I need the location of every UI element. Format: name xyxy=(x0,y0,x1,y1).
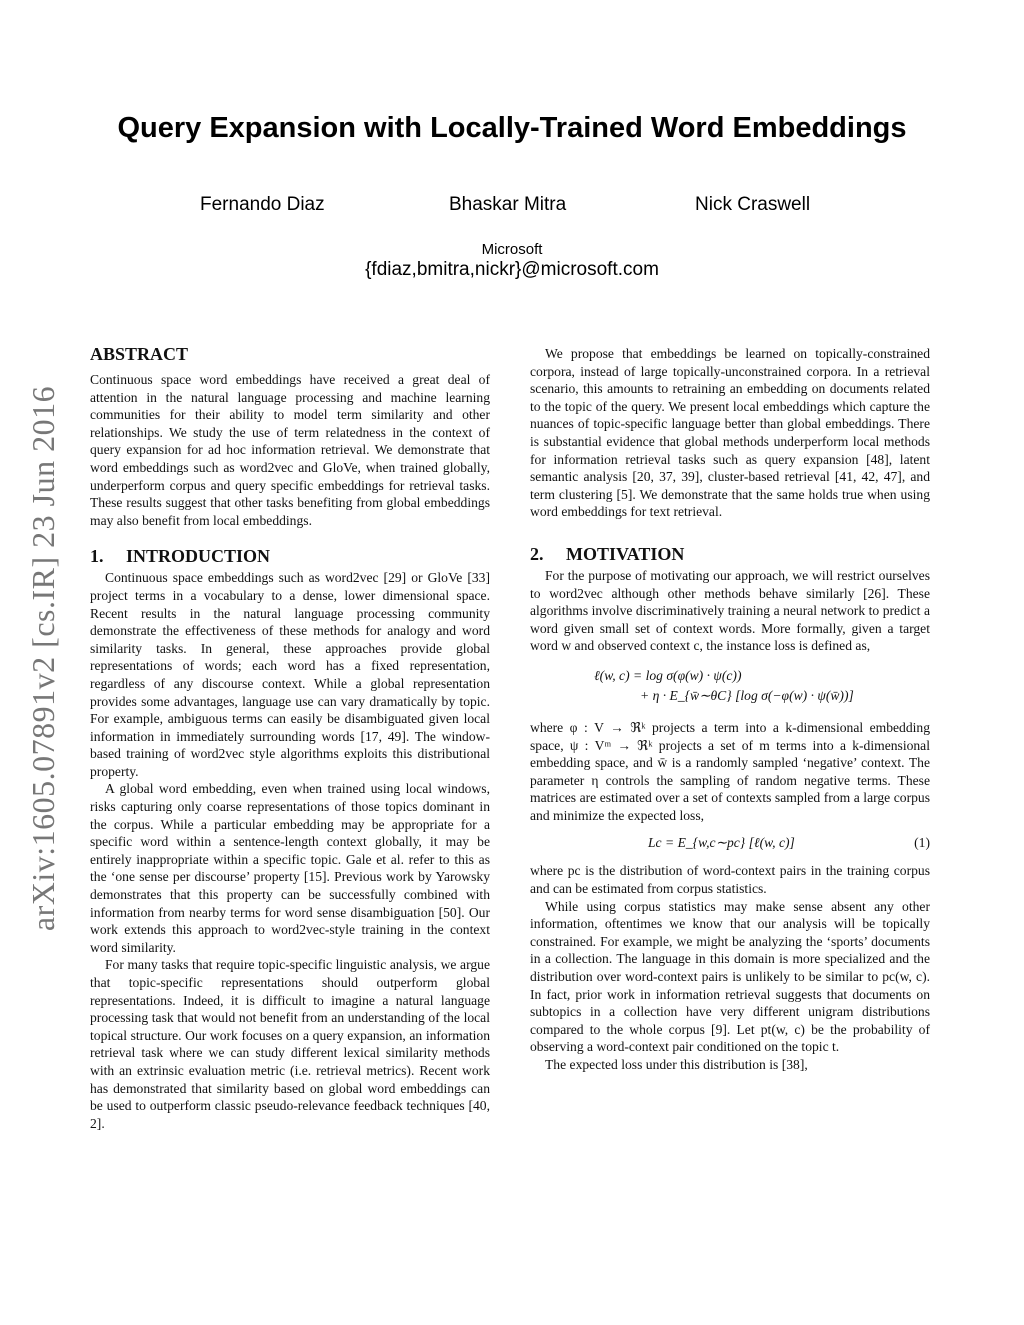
equation-text: Lc = E_{w,c∼pc} [ℓ(w, c)] xyxy=(648,835,795,851)
introduction-heading xyxy=(90,545,490,567)
motivation-heading xyxy=(530,543,930,565)
section-title: INTRODUCTION xyxy=(126,546,271,567)
author-2: Bhaskar Mitra xyxy=(449,194,567,215)
equation-loss-line-2 xyxy=(530,687,930,707)
author-3: Nick Craswell xyxy=(695,194,811,215)
intro-paragraph-1: Continuous space embeddings such as word2vec [29] or GloVe [33] project terms in a vocabulary to a dense, lower dimensional space. Recent results in the natural language processing community demonstrate the effectiveness of these methods for analogy and word similarity tasks. In general, these approaches provide global representations of words; each word has a fixed representation, regardless of any discourse context. While a global representation provides some advantages, language use can vary dramatically by topic. For example, ambiguous terms can easily be disambiguated given local information in immediately surrounding words [17, 49]. The window-based training of word2vec style algorithms exploits this distributional property. xyxy=(90,570,490,779)
motivation-paragraph-5: The expected loss under this distribution is [38], xyxy=(545,1057,808,1072)
section-number: 1. xyxy=(90,546,104,567)
motivation-paragraph-3: where pc is the distribution of word-context pairs in the training corpus and can be estimated from corpus statistics. xyxy=(530,863,930,897)
abstract-heading: ABSTRACT xyxy=(90,344,189,364)
intro-paragraph-3: For many tasks that require topic-specific linguistic analysis, we argue that topic-specific representations should outperform global representations. Indeed, it is difficult to imagine a natural language processing task that would not benefit from an understanding of the local topical structure. Our work focuses on a query expansion, an information retrieval task where we can study different lexical similarity methods with an extrinsic evaluation metric (i.e. retrieval metrics). Recent work has demonstrated that similarity based on global word embeddings can be used to outperform classic pseudo-relevance feedback techniques [40, 2]. xyxy=(90,957,490,1131)
intro-paragraph-2: A global word embedding, even when trained using local windows, risks capturing only coarse representations of those topics dominant in the corpus. While a particular embedding may be appropriate for a specific word within a sentence-length context globally, it may be entirely inappropriate within a specific topic. Gale et al. refer to this as the ‘one sense per discourse’ property [15]. Previous work by Yarowsky demonstrates that this property can be successfully combined with information from nearby terms for word sense disambiguation [50]. Our work extends this approach to word2vec-style training in the context word similarity. xyxy=(90,781,490,955)
equation-text: + η · E_{w̄∼θC} [log σ(−φ(w) · ψ(w̄))] xyxy=(640,687,854,703)
author-1: Fernando Diaz xyxy=(200,194,325,215)
affiliation: Microsoft xyxy=(481,241,543,258)
equation-1 xyxy=(530,834,930,854)
equation-text: ℓ(w, c) = log σ(φ(w) · ψ(c)) xyxy=(594,667,742,683)
equation-loss-line-1 xyxy=(530,667,930,687)
left-column xyxy=(90,343,490,1132)
section-title: MOTIVATION xyxy=(566,543,685,564)
motivation-paragraph-1: For the purpose of motivating our approach, we will restrict ourselves to word2vec although other methods behave similarly [26]. These algorithms involve discriminatively training a neural network to predict a word given small set of context words. More formally, given a target word w and observed context c, the instance loss is defined as, xyxy=(530,567,930,654)
motivation-paragraph-2: where φ : V → ℜᵏ projects a term into a k-dimensional embedding space, ψ : Vᵐ → ℜᵏ projects a set of m terms into a k-dimensional embedding space, and w̄ is a randomly sampled ‘negative’ context. The parameter η controls the sampling of random negative terms. These matrices are estimated over a set of contexts sampled from a large corpus and minimize the expected loss, xyxy=(530,719,930,823)
motivation-paragraph-4: While using corpus statistics may make sense absent any other information, oftentimes we know that our analysis will be topically constrained. For example, we might be analyzing the ‘sports’ documents in a collection. The language in this domain is more specialized and the distribution over word-context pairs is unlikely to be similar to pc(w, c). In fact, prior work in information retrieval suggests that documents on subtopics in a collection have very different unigram distributions compared to the whole corpus [9]. Let pt(w, c) be the probability of observing a word-context pair conditioned on the topic t. xyxy=(530,898,930,1055)
paper-title: Query Expansion with Locally-Trained Word Embeddings xyxy=(117,112,907,144)
intro-continuation-paragraph: We propose that embeddings be learned on topically-constrained corpora, instead of large topically-unconstrained corpora. In a retrieval scenario, this amounts to retraining an embedding on documents related to the topic of the query. We present local embeddings which capture the nuances of topic-specific language better than global embeddings. There is substantial evidence that global methods underperform local methods for information retrieval tasks such as query expansion [48], latent semantic analysis [20, 37, 39], cluster-based retrieval [41, 42, 47], and term clustering [5]. We demonstrate that the same holds true when using word embeddings for text retrieval. xyxy=(530,346,930,520)
abstract-text: Continuous space word embeddings have received a great deal of attention in the natural language processing and machine learning communities for their ability to model term similarity and other relationships. We study the use of term relatedness in the context of query expansion for ad hoc information retrieval. We demonstrate that word embeddings such as word2vec and GloVe, when trained globally, underperform corpus and query specific embeddings for retrieval tasks. These results suggest that other tasks benefiting from global embeddings may also benefit from local embeddings. xyxy=(90,372,490,528)
author-emails: {fdiaz,bmitra,nickr}@microsoft.com xyxy=(365,259,659,280)
right-column xyxy=(530,345,930,1074)
arxiv-watermark-text: arXiv:1605.07891v2 [cs.IR] 23 Jun 2016 xyxy=(25,385,62,931)
arxiv-watermark xyxy=(24,368,64,948)
equation-number: (1) xyxy=(914,835,930,851)
section-number: 2. xyxy=(530,543,544,564)
